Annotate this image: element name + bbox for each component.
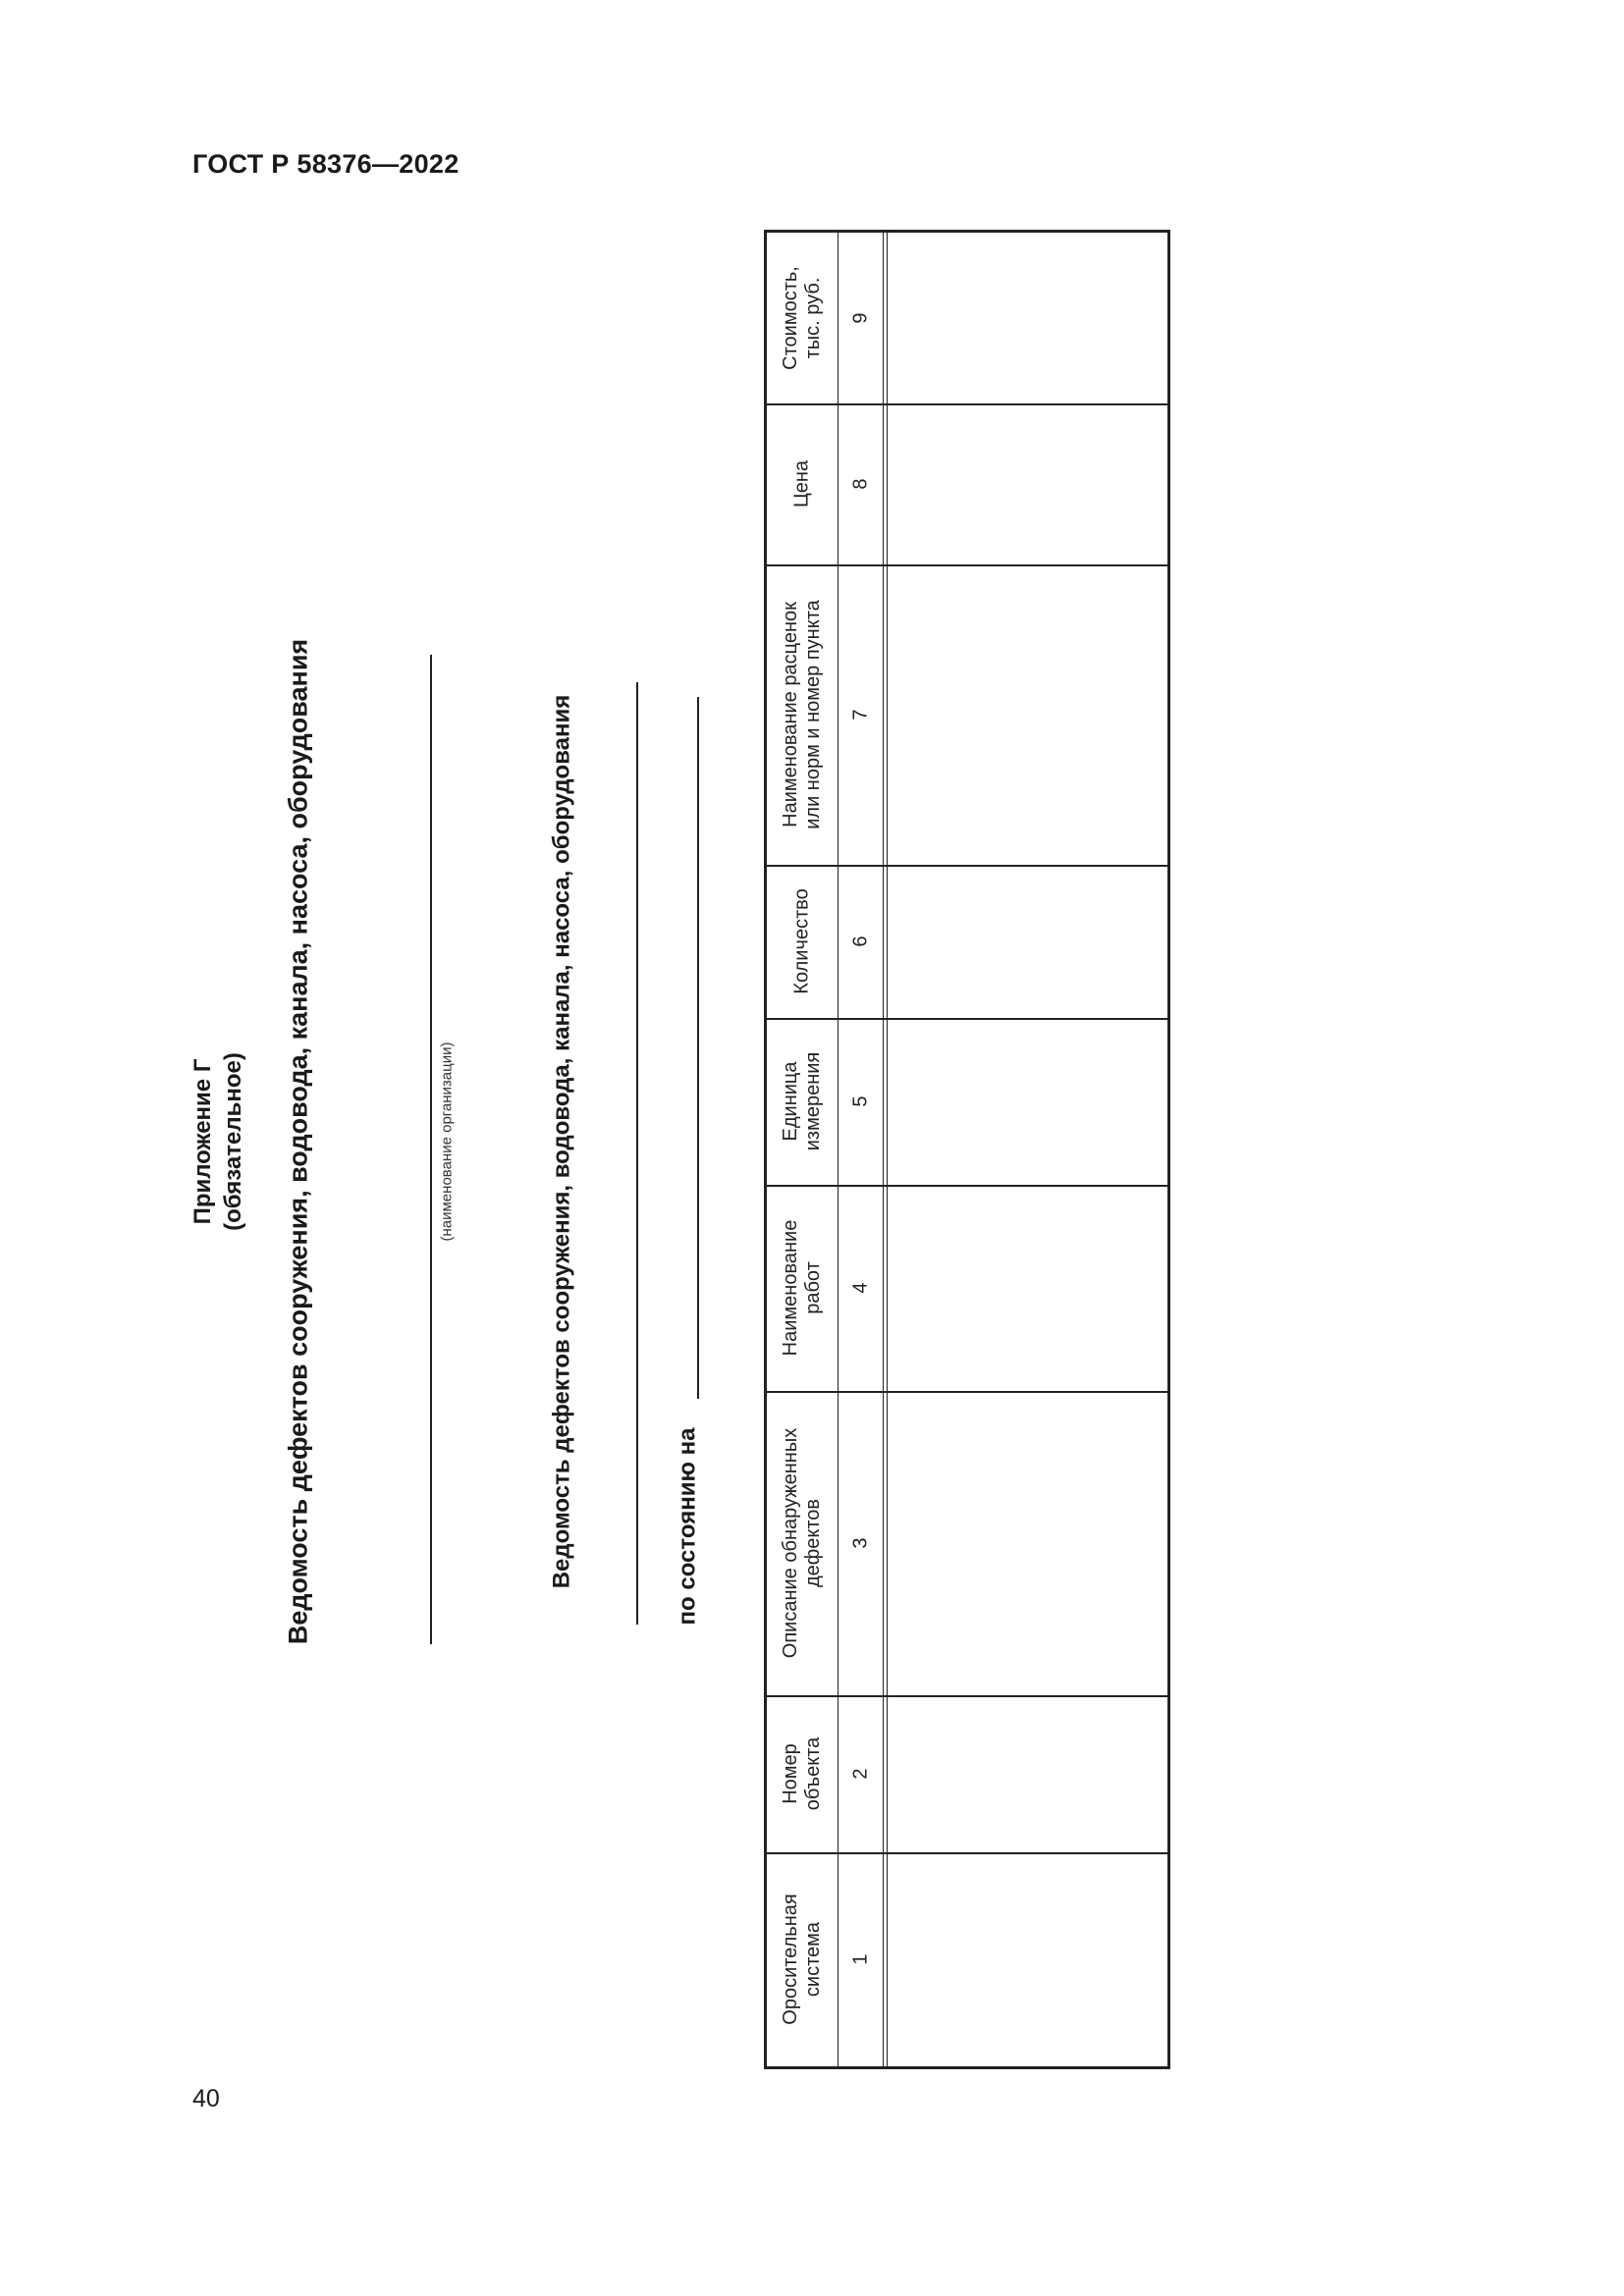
header-cell-tsena: Цена bbox=[790, 459, 813, 508]
header-cell-rascenki: Наименование расценок или норм и номер пункта bbox=[780, 600, 824, 829]
column-divider bbox=[767, 564, 1167, 566]
column-number: 2 bbox=[849, 1768, 872, 1780]
appendix-status: (обязательное) bbox=[220, 1052, 246, 1231]
header-cell-naimenovanie-rabot: Наименование работ bbox=[780, 1219, 824, 1357]
subtitle-continuation-line bbox=[636, 682, 638, 1625]
org-name-caption: (наименование организации) bbox=[438, 1041, 456, 1242]
column-number: 9 bbox=[849, 312, 872, 324]
header-cell-orositelnaya: Оросительная система bbox=[780, 1894, 824, 2025]
column-number: 6 bbox=[849, 935, 872, 947]
org-name-line bbox=[430, 655, 432, 1644]
column-divider bbox=[767, 1185, 1167, 1187]
table-number-band bbox=[839, 233, 883, 2066]
header-cell-opisanie: Описание обнаруженных дефектов bbox=[780, 1427, 824, 1659]
number-band-divider bbox=[883, 233, 884, 2066]
appendix-title-block bbox=[188, 1052, 248, 1231]
as-of-label: по состоянию на bbox=[674, 1427, 701, 1626]
column-number: 7 bbox=[849, 709, 872, 721]
header-cell-edinica: Единица измерения bbox=[780, 1051, 824, 1151]
column-divider bbox=[767, 1695, 1167, 1697]
document-code: ГОСТ Р 58376—2022 bbox=[192, 149, 460, 179]
defects-table bbox=[764, 230, 1170, 2069]
column-divider bbox=[767, 1391, 1167, 1393]
form-subtitle: Ведомость дефектов сооружения, водовода, канала, насоса, оборудования bbox=[548, 694, 575, 1589]
column-number: 1 bbox=[849, 1953, 872, 1965]
header-band-divider bbox=[838, 233, 839, 2066]
table-header-band bbox=[767, 233, 838, 2066]
column-number: 4 bbox=[849, 1282, 872, 1294]
column-divider bbox=[767, 1018, 1167, 1020]
appendix-title: Приложение Г bbox=[189, 1058, 216, 1225]
column-number: 8 bbox=[849, 478, 872, 490]
main-title: Ведомость дефектов сооружения, водовода, канала, насоса, оборудования bbox=[283, 638, 313, 1645]
header-cell-kolichestvo: Количество bbox=[790, 888, 813, 994]
header-cell-nomer-obekta: Номер объекта bbox=[780, 1736, 824, 1811]
column-number: 3 bbox=[849, 1537, 872, 1549]
table-data-area bbox=[889, 233, 1167, 2066]
number-band-divider bbox=[887, 233, 888, 2066]
page-number: 40 bbox=[192, 2085, 220, 2112]
column-number: 5 bbox=[849, 1095, 872, 1107]
as-of-date-line bbox=[697, 697, 699, 1399]
column-divider bbox=[767, 1852, 1167, 1854]
column-divider bbox=[767, 865, 1167, 867]
column-divider bbox=[767, 403, 1167, 405]
header-cell-stoimost: Стоимость, тыс. руб. bbox=[780, 266, 824, 370]
